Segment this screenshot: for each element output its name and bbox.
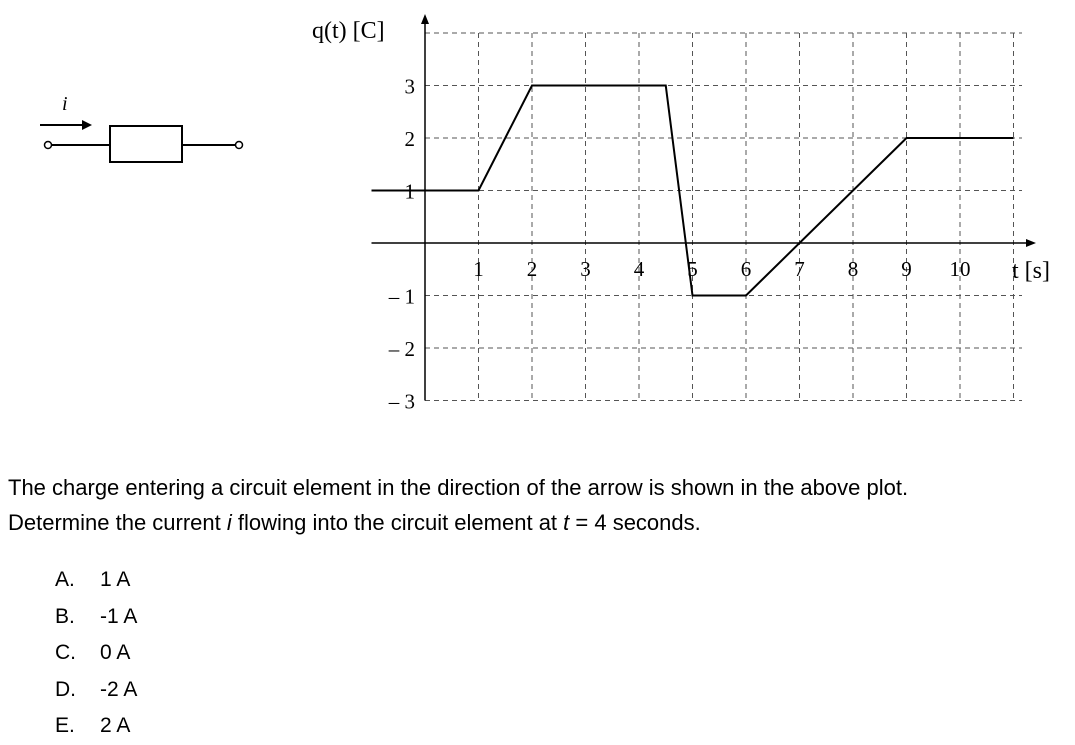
y-tick-label: 1 — [404, 179, 415, 204]
x-tick-label: 6 — [740, 257, 752, 281]
choice-e[interactable] — [55, 708, 137, 745]
choice-b[interactable] — [55, 599, 137, 636]
choice-text: 2 A — [100, 714, 131, 738]
question-line-2 — [8, 505, 1068, 540]
x-tick-label: 7 — [794, 257, 805, 281]
y-tick-label: 2 — [404, 127, 415, 151]
question-text-part: Determine the current — [8, 510, 227, 535]
chart-axes — [372, 14, 1037, 401]
time-variable: t — [563, 510, 570, 535]
x-tick-label: 3 — [580, 257, 591, 281]
x-tick-label: 9 — [901, 257, 912, 281]
question-line-1: The charge entering a circuit element in the direction of the arrow is shown in the above plot. — [8, 475, 909, 500]
y-axis-arrow — [421, 14, 429, 24]
y-tick-label: 3 — [404, 74, 415, 99]
x-tick-label: 4 — [633, 257, 645, 281]
answer-choices — [55, 562, 137, 745]
terminal-left — [45, 142, 52, 149]
choice-d[interactable] — [55, 672, 137, 709]
x-tick-label: 1 — [473, 257, 484, 281]
choice-text: 1 A — [100, 568, 131, 592]
choice-text: -2 A — [100, 677, 138, 701]
choice-letter: A. — [55, 568, 75, 592]
x-tick-label: 2 — [526, 257, 538, 281]
x-tick-label: 5 — [687, 257, 698, 281]
y-tick-label: – 1 — [388, 284, 415, 309]
question-text-part: flowing into the circuit element at — [231, 510, 564, 535]
question-text — [8, 470, 1068, 540]
choice-text: -1 A — [100, 604, 138, 628]
terminal-right — [236, 142, 243, 149]
choice-letter: E. — [55, 714, 75, 738]
charge-plot — [312, 14, 1050, 414]
choice-letter: C. — [55, 641, 76, 665]
resistor-box — [110, 126, 182, 162]
current-variable: i — [226, 510, 232, 535]
choice-a[interactable] — [55, 562, 137, 599]
y-tick-label: – 2 — [388, 337, 415, 361]
choice-letter: B. — [55, 604, 75, 628]
x-axis-label: t [s] — [1012, 258, 1050, 284]
x-tick-label: 8 — [847, 257, 859, 281]
current-arrow-head — [82, 120, 92, 130]
y-axis-label: q(t) [C] — [312, 18, 385, 44]
choice-c[interactable] — [55, 635, 137, 672]
current-label: i — [62, 93, 68, 115]
circuit-element-diagram — [40, 93, 243, 162]
y-tick-label: – 3 — [388, 389, 415, 414]
x-tick-label: 10 — [949, 257, 971, 281]
chart-tick-labels — [388, 75, 971, 414]
x-axis-arrow — [1026, 239, 1036, 247]
choice-letter: D. — [55, 677, 76, 701]
choice-text: 0 A — [100, 641, 131, 665]
question-text-part: = 4 seconds. — [569, 510, 701, 535]
chart-grid — [425, 33, 1022, 401]
